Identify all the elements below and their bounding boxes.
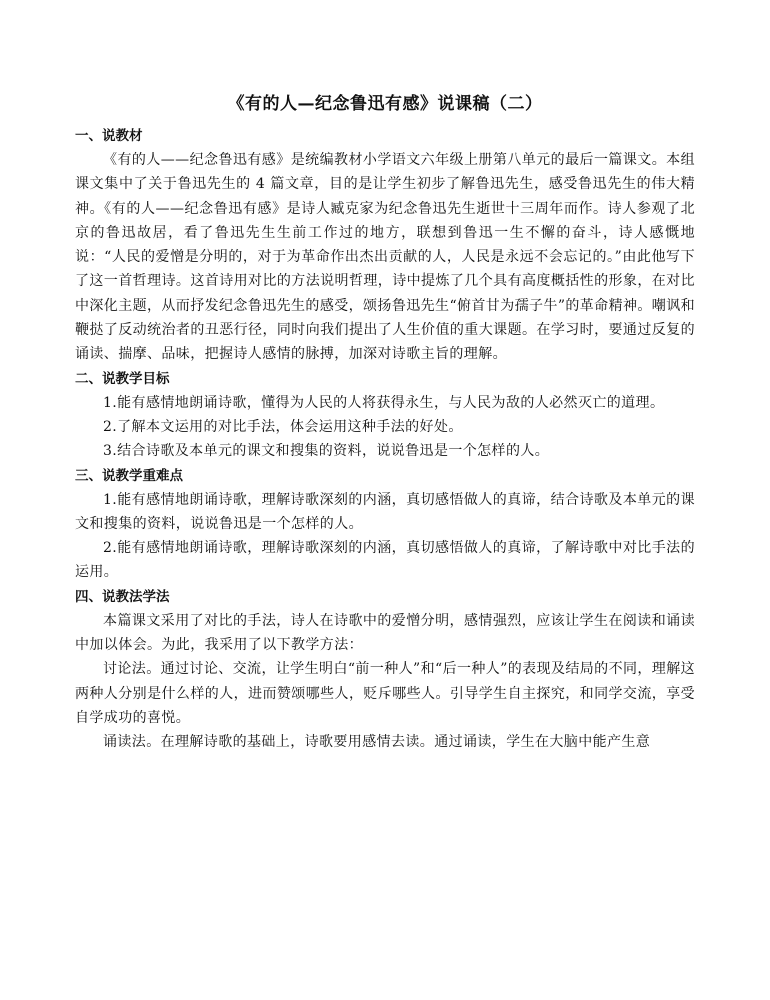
- section-heading: 三、说教学重难点: [75, 467, 183, 484]
- paragraph: 本篇课文采用了对比的手法，诗人在诗歌中的爱憎分明，感情强烈，应该让学生在阅读和诵读中加以体会。为此，我采用了以下教学方法：: [75, 612, 695, 654]
- paragraph: 3.结合诗歌及本单元的课文和搜集的资料，说说鲁迅是一个怎样的人。: [103, 443, 550, 460]
- paragraph: 2.了解本文运用的对比手法，体会运用这种手法的好处。: [103, 418, 463, 435]
- paragraph: 1.能有感情地朗诵诗歌，理解诗歌深刻的内涵，真切感悟做人的真谛，结合诗歌及本单元的课文和搜集的资料，说说鲁迅是一个怎样的人。: [75, 491, 695, 532]
- paragraph: 《有的人——纪念鲁迅有感》是统编教材小学语文六年级上册第八单元的最后一篇课文。本组课文集中了关于鲁迅先生的 4 篇文章，目的是让学生初步了解鲁迅先生，感受鲁迅先生的伟大精神。《有的人——纪念鲁迅有感》是诗人臧克家为纪念鲁迅先生逝世十三周年而作。诗人参观了北京的鲁迅故居，看了鲁迅先生生前工作过的地方，联想到鲁迅一生不懈的奋斗，诗人感慨地说：“人民的爱憎是分明的，对于为革命作出杰出贡献的人，人民是永远不会忘记的。”由此他写下了这一首哲理诗。这首诗用对比的方法说明哲理，诗中提炼了几个具有高度概括性的形象，在对比中深化主题，从而抒发纪念鲁迅先生的感受，颂扬鲁迅先生“俯首甘为孺子牛”的革命精神。嘲讽和鞭挞了反动统治者的丑恶行径，同时向我们提出了人生价值的重大课题。在学习时，要通过反复的诵读、揣摩、品味，把握诗人感情的脉搏，加深对诗歌主旨的理解。: [75, 152, 695, 363]
- section-teaching-methods: [75, 585, 695, 755]
- section-heading: 二、说教学目标: [75, 370, 170, 387]
- section-key-difficulties: [75, 464, 695, 585]
- paragraph: 1.能有感情地朗诵诗歌，懂得为人民的人将获得永生，与人民为敌的人必然灭亡的道理。: [103, 394, 665, 411]
- document-page: [75, 92, 695, 755]
- section-heading: 四、说教法学法: [75, 588, 170, 605]
- section-textbook: [75, 124, 695, 367]
- section-heading: 一、说教材: [75, 128, 143, 144]
- paragraph: 讨论法。通过讨论、交流，让学生明白“前一种人”和“后一种人”的表现及结局的不同，理解这两种人分别是什么样的人，进而赞颂哪些人，贬斥哪些人。引导学生自主探究，和同学交流，享受自学成功的喜悦。: [75, 661, 695, 726]
- document-title: 《有的人—纪念鲁迅有感》说课稿（二）: [227, 94, 543, 114]
- paragraph: 2.能有感情地朗诵诗歌，理解诗歌深刻的内涵，真切感悟做人的真谛，了解诗歌中对比手法的运用。: [75, 540, 695, 581]
- paragraph: 诵读法。在理解诗歌的基础上，诗歌要用感情去读。通过诵读，学生在大脑中能产生意: [103, 734, 651, 751]
- section-teaching-goals: [75, 367, 695, 464]
